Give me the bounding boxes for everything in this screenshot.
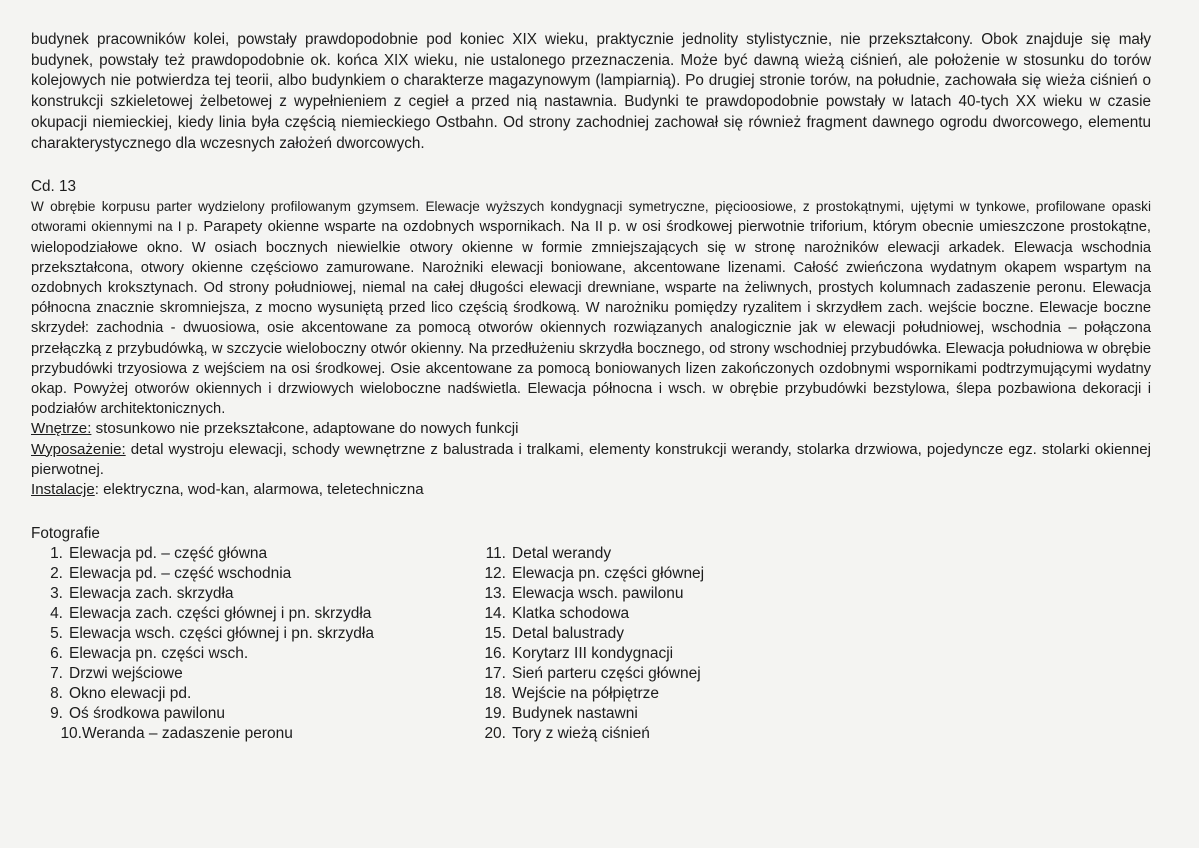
photo-item-number: 16. bbox=[484, 645, 506, 663]
photo-item-number: 7. bbox=[50, 665, 63, 683]
wnetrze-line bbox=[31, 419, 1151, 439]
instalacje-line bbox=[31, 480, 1151, 500]
photo-list-item bbox=[31, 724, 483, 744]
description-paragraph bbox=[31, 197, 1151, 419]
photo-list-item bbox=[31, 704, 483, 724]
photo-item-number: 3. bbox=[50, 585, 63, 603]
photo-item-number: 11. bbox=[485, 545, 506, 563]
document-page bbox=[31, 30, 1151, 744]
wyposazenie-label: Wyposażenie: bbox=[31, 440, 126, 458]
intro-paragraph: budynek pracowników kolei, powstały prawdopodobnie pod koniec XIX wieku, praktycznie jednolity stylistycznie, nie przekształcony. Obok znajduje się mały budynek, powstały też prawdopodobnie ok. końca XIX wieku, nie ustalonego przeznaczenia. Może być dawną wieżą ciśnień, ale położenie w stosunku do torów kolejowych nie potwierdza tej teorii, albo budynkiem o charakterze magazynowym (lampiarnią). Po drugiej stronie torów, na południe, zachowała się wieża ciśnień o konstrukcji szkieletowej żelbetowej z wypełnieniem z cegieł a przed nią nastawnia. Budynki te prawdopodobnie powstały w latach 40-tych XX wieku w czasie okupacji niemieckiej, kiedy linia była częścią niemieckiego Ostbahn. Od strony zachodniej zachował się również fragment dawnego ogrodu dworcowego, elementu charakterystycznego dla wczesnych założeń dworcowych. bbox=[31, 31, 1151, 152]
photo-list-item bbox=[483, 564, 704, 584]
description-main-text: Parapety okienne wsparte na ozdobnych wspornikach. Na II p. w osi środkowej pierwotnie triforium, którym obecnie umieszczone prostokątne, wielopodziałowe okno. W osiach bocznych niewielkie otwory okienne w formie zmniejszających się w stronę narożników elewacji arkadek. Elewacja wschodnia przekształcona, otwory okienne częściowo zamurowane. Narożniki elewacji boniowane, akcentowane lizenami. Całość zwieńczona wydatnym okapem wspartym na ozdobnych kroksztynach. Od strony południowej, niemal na całej długości elewacji drewniane, wsparte na żeliwnych, prostych kolumnach zadaszenie peronu. Elewacja północna znacznie skromniejsza, z mocno wysuniętą przed lico częścią środkową. W narożniku pomiędzy ryzalitem i skrzydłem zach. wejście boczne. Elewacje boczne skrzydeł: zachodnia - dwuosiowa, osie akcentowane za pomocą otworów okiennych rozwiązanych analogicznie jak w elewacji południowej, wschodnia – połączona przełączką z przybudówką, w szczycie wieloboczny otwór okienny. Na przedłużeniu skrzydła bocznego, od strony wschodniej przybudówka. Elewacja południowa w obrębie przybudówki trzyosiowa z wejściem na osi środkowej. Osie akcentowane za pomocą boniowanych lizen zakończonych ozdobnymi wspornikami podtrzymującymi wydatny okap. Powyżej otworów okiennych i drzwiowych wieloboczne nadświetla. Elewacja północna i wsch. w obrębie przybudówki bezstylowa, ślepa pozbawiona dekoracji i podziałów architektonicznych. bbox=[31, 219, 1152, 418]
photo-list-item bbox=[31, 564, 483, 584]
photo-item-text: Detal balustrady bbox=[512, 625, 625, 643]
photo-list-item bbox=[31, 644, 483, 664]
photo-item-text: Korytarz III kondygnacji bbox=[512, 645, 674, 663]
photo-item-number: 8. bbox=[50, 685, 63, 703]
photo-item-number: 13. bbox=[484, 585, 506, 603]
photo-item-number: 20. bbox=[484, 725, 506, 743]
photo-list-item bbox=[31, 584, 483, 604]
photo-item-text: Okno elewacji pd. bbox=[69, 685, 192, 703]
photo-list-item bbox=[483, 644, 704, 664]
photo-list-item bbox=[483, 544, 704, 564]
photo-item-number: 14. bbox=[484, 605, 506, 623]
instalacje-text: : elektryczna, wod-kan, alarmowa, teletechniczna bbox=[94, 481, 424, 499]
photo-item-text: Elewacja pn. części głównej bbox=[512, 565, 705, 583]
photo-list-item bbox=[483, 584, 704, 604]
photo-list-item bbox=[483, 664, 704, 684]
photo-item-number: 19. bbox=[484, 705, 506, 723]
photo-list-item bbox=[483, 704, 704, 724]
photos-lists bbox=[31, 544, 1151, 744]
instalacje-label: Instalacje bbox=[31, 481, 95, 499]
photo-item-number: 12. bbox=[484, 565, 506, 583]
photo-item-text: Sień parteru części głównej bbox=[512, 665, 701, 683]
photo-item-text: Budynek nastawni bbox=[512, 705, 638, 723]
photo-item-text: Elewacja wsch. części głównej i pn. skrzydła bbox=[69, 625, 374, 643]
photo-item-number: 6. bbox=[50, 645, 63, 663]
photo-item-number: 9. bbox=[50, 705, 63, 723]
wyposazenie-text: detal wystroju elewacji, schody wewnętrzne z balustrada i tralkami, elementy konstrukcji werandy, stolarka drzwiowa, pojedyncze egz. stolarki okiennej pierwotnej. bbox=[31, 440, 1151, 478]
photo-item-text: Drzwi wejściowe bbox=[69, 665, 183, 683]
photo-item-text: Wejście na półpiętrze bbox=[512, 685, 660, 703]
photo-item-number: 5. bbox=[50, 625, 63, 643]
photo-item-text: Elewacja wsch. pawilonu bbox=[512, 585, 684, 603]
photos-list-right bbox=[483, 544, 704, 744]
photo-item-text: Oś środkowa pawilonu bbox=[69, 705, 225, 723]
photo-list-item bbox=[483, 724, 704, 744]
description-small-text: W obrębie korpusu parter wydzielony profilowanym gzymsem. Elewacje wyższych kondygnacji symetryczne, pięcioosiowe, z prostokątnymi, ujętymi w tynkowe, profilowane opaski otworami okiennymi na I p. bbox=[31, 199, 1151, 235]
photo-item-number: 1. bbox=[50, 545, 63, 563]
photo-item-text: Elewacja pn. części wsch. bbox=[69, 645, 249, 663]
wnetrze-label: Wnętrze: bbox=[31, 420, 92, 438]
photo-item-number: 10. bbox=[60, 725, 82, 743]
photo-item-text: Detal werandy bbox=[512, 545, 612, 563]
photo-item-number: 17. bbox=[484, 665, 506, 683]
wnetrze-text: stosunkowo nie przekształcone, adaptowane do nowych funkcji bbox=[91, 420, 519, 438]
photo-item-number: 4. bbox=[50, 605, 63, 623]
photo-item-text: Tory z wieżą ciśnień bbox=[512, 725, 650, 743]
photo-list-item bbox=[483, 604, 704, 624]
photo-item-number: 2. bbox=[50, 565, 63, 583]
photo-list-item bbox=[31, 544, 483, 564]
photo-item-text: Elewacja zach. skrzydła bbox=[69, 585, 234, 603]
photo-list-item bbox=[31, 624, 483, 644]
section-label: Cd. 13 bbox=[31, 178, 77, 196]
wyposazenie-line bbox=[31, 440, 1151, 480]
photo-list-item bbox=[31, 664, 483, 684]
photo-item-text: Elewacja pd. – część wschodnia bbox=[69, 565, 292, 583]
photo-item-text: Weranda – zadaszenie peronu bbox=[82, 725, 293, 743]
photos-list-left bbox=[31, 544, 483, 744]
photo-item-text: Elewacja pd. – część główna bbox=[69, 545, 268, 563]
photo-item-text: Klatka schodowa bbox=[512, 605, 630, 623]
photo-list-item bbox=[483, 684, 704, 704]
photo-item-number: 15. bbox=[484, 625, 506, 643]
photo-list-item bbox=[483, 624, 704, 644]
photo-item-text: Elewacja zach. części głównej i pn. skrzydła bbox=[69, 605, 372, 623]
photos-title: Fotografie bbox=[31, 525, 100, 543]
photo-item-number: 18. bbox=[484, 685, 506, 703]
photo-list-item bbox=[31, 684, 483, 704]
photo-list-item bbox=[31, 604, 483, 624]
